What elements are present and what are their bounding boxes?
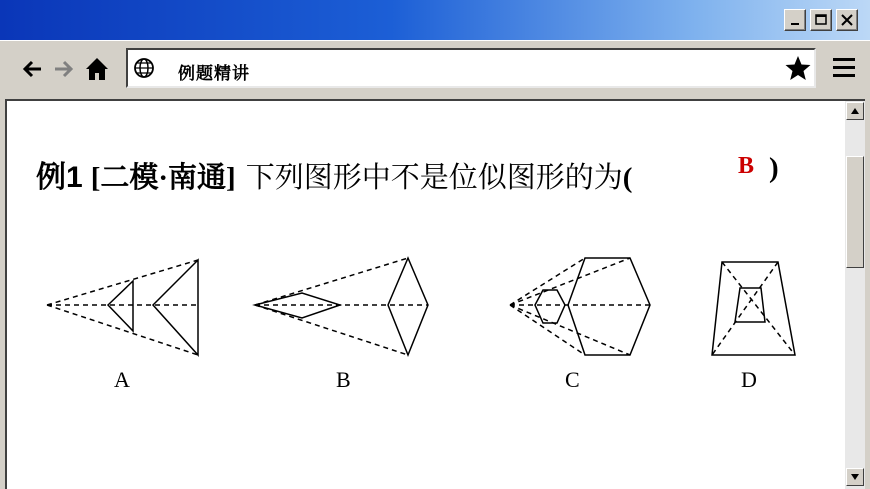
figure-label-c: C: [565, 367, 580, 392]
figure-d: [712, 262, 795, 392]
figure-c: [510, 258, 650, 392]
figure-a: [47, 260, 198, 392]
figure-label-b: B: [336, 367, 351, 392]
address-text: 例题精讲: [178, 64, 250, 84]
figure-label-d: D: [741, 367, 757, 392]
close-paren: ): [769, 152, 779, 184]
answer-text: B: [738, 153, 755, 179]
question-text: 下列图形中不是位似图形的为: [245, 160, 623, 194]
question-label: 例1: [36, 161, 83, 194]
figure-b: [255, 258, 428, 392]
question-source: [二模·南通]: [90, 162, 236, 194]
open-paren: (: [622, 162, 633, 194]
figure-label-a: A: [114, 367, 130, 392]
